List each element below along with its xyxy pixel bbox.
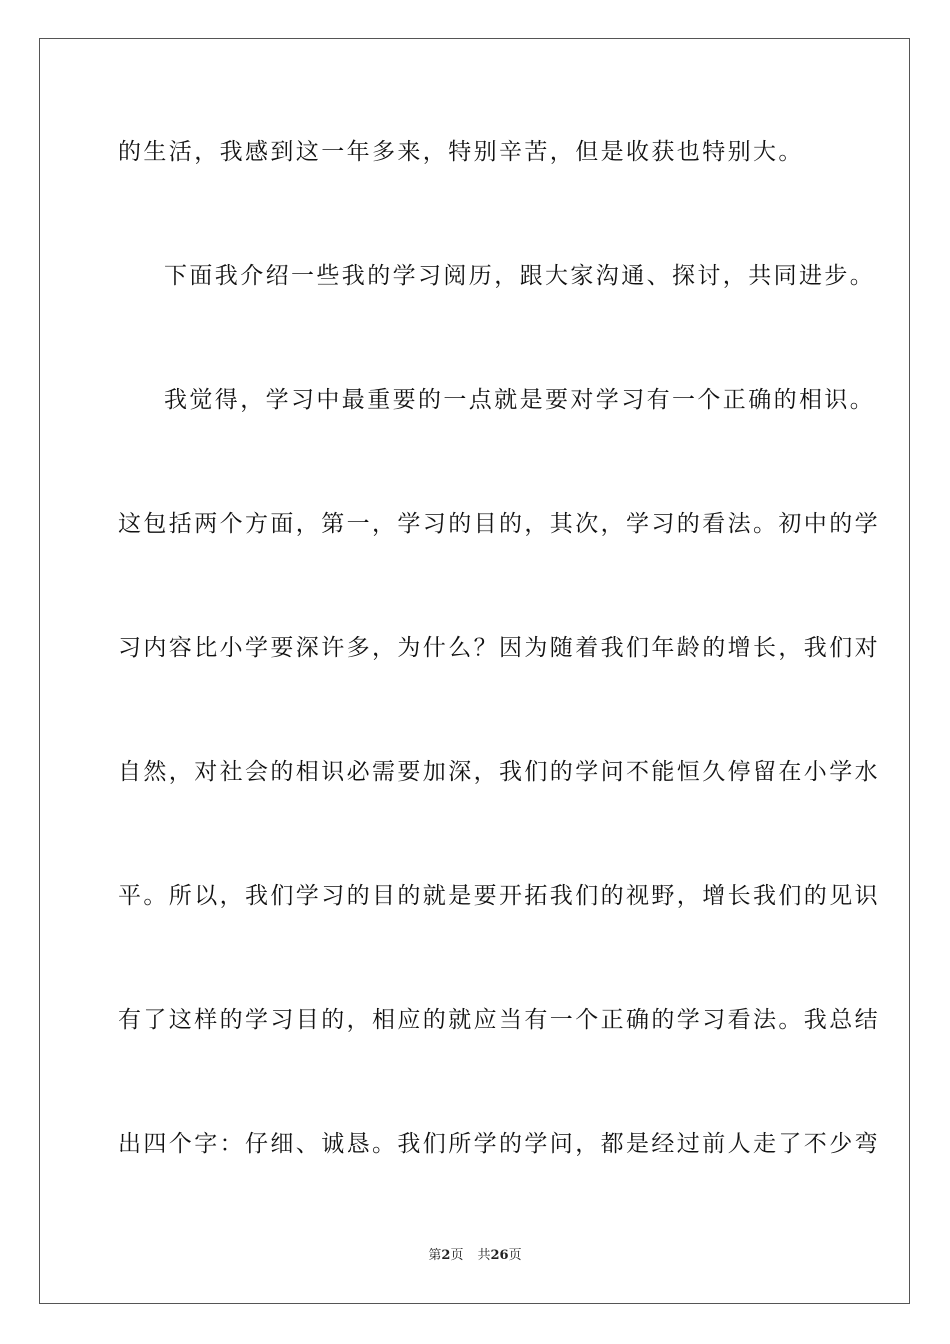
text-line-4: 这包括两个方面，第一，学习的目的，其次，学习的看法。初中的学 <box>118 511 880 537</box>
total-pages-prefix: 共 <box>477 1248 491 1263</box>
text-line-2: 下面我介绍一些我的学习阅历，跟大家沟通、探讨，共同进步。 <box>164 263 876 289</box>
total-pages-suffix: 页 <box>508 1248 522 1263</box>
total-pages: 26 <box>490 1248 509 1263</box>
page-number-prefix: 第 <box>428 1248 442 1263</box>
text-line-6: 自然，对社会的相识必需要加深，我们的学问不能恒久停留在小学水 <box>118 759 880 785</box>
text-line-8: 有了这样的学习目的，相应的就应当有一个正确的学习看法。我总结 <box>118 1007 880 1033</box>
page-border <box>39 38 910 1304</box>
text-line-1: 的生活，我感到这一年多来，特别辛苦，但是收获也特别大。 <box>118 139 804 165</box>
text-line-9: 出四个字：仔细、诚恳。我们所学的学问，都是经过前人走了不少弯 <box>118 1131 880 1157</box>
page-number: 2 <box>441 1248 451 1263</box>
text-line-5: 习内容比小学要深许多，为什么？因为随着我们年龄的增长，我们对 <box>118 635 880 661</box>
page-footer <box>0 1248 950 1264</box>
text-line-7: 平。所以，我们学习的目的就是要开拓我们的视野，增长我们的见识 <box>118 883 880 909</box>
page-number-suffix: 页 <box>450 1248 464 1263</box>
text-line-3: 我觉得，学习中最重要的一点就是要对学习有一个正确的相识。 <box>164 387 876 413</box>
